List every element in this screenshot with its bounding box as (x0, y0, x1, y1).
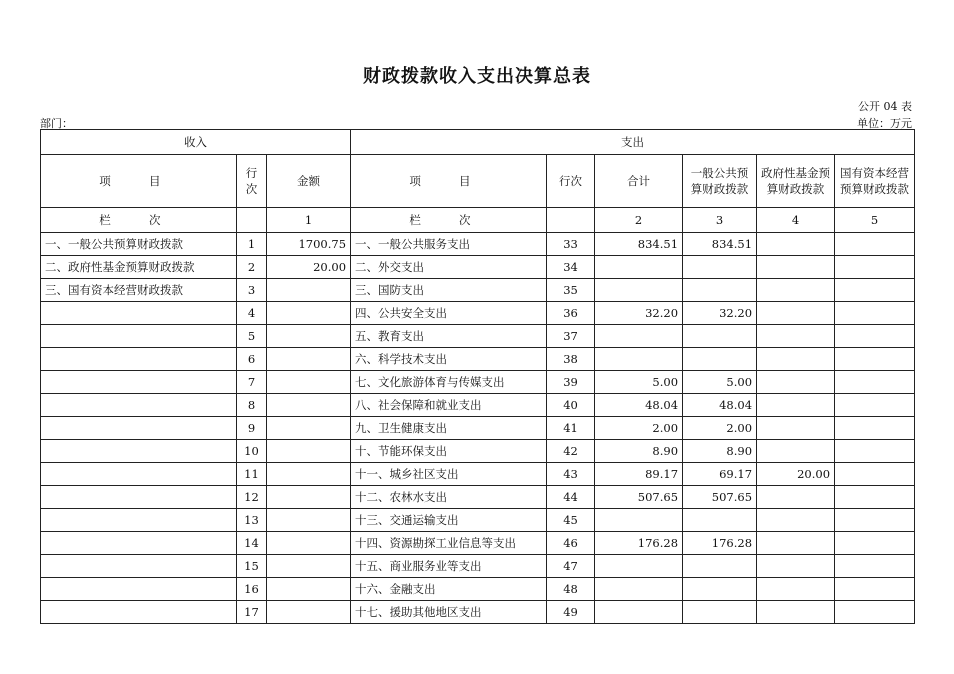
state-capital-cell (835, 578, 915, 601)
state-capital-cell (835, 532, 915, 555)
general-budget-cell (683, 601, 757, 624)
income-row-no-cell: 7 (237, 371, 267, 394)
state-capital-cell (835, 509, 915, 532)
income-item-cell (41, 302, 237, 325)
income-amount-cell (267, 578, 351, 601)
form-number: 公开 04 表 (858, 100, 912, 113)
expense-item-cell: 三、国防支出 (351, 279, 547, 302)
total-cell: 507.65 (595, 486, 683, 509)
income-row-no-cell: 17 (237, 601, 267, 624)
fund-budget-cell (757, 325, 835, 348)
income-item-cell (41, 555, 237, 578)
income-row-no-cell: 5 (237, 325, 267, 348)
expense-row-no-cell: 35 (547, 279, 595, 302)
income-item-cell (41, 348, 237, 371)
table-row (41, 394, 915, 417)
fund-budget-cell (757, 486, 835, 509)
total-cell: 834.51 (595, 233, 683, 256)
income-item-cell (41, 532, 237, 555)
expense-item-cell: 十、节能环保支出 (351, 440, 547, 463)
state-capital-cell (835, 233, 915, 256)
income-item-cell: 二、政府性基金预算财政拨款 (41, 256, 237, 279)
col-number-1: 1 (267, 208, 351, 233)
state-capital-cell (835, 555, 915, 578)
general-budget-header: 一般公共预算财政拨款 (683, 155, 757, 208)
state-capital-header: 国有资本经营预算财政拨款 (835, 155, 915, 208)
state-capital-cell (835, 440, 915, 463)
expense-row-no-cell: 45 (547, 509, 595, 532)
income-amount-cell (267, 440, 351, 463)
income-amount-cell (267, 371, 351, 394)
expense-item-cell: 七、文化旅游体育与传媒支出 (351, 371, 547, 394)
income-row-no-cell: 13 (237, 509, 267, 532)
expense-row-no-cell: 38 (547, 348, 595, 371)
income-amount-cell (267, 348, 351, 371)
fund-budget-cell (757, 256, 835, 279)
expense-row-no-cell: 34 (547, 256, 595, 279)
income-item-cell: 三、国有资本经营财政拨款 (41, 279, 237, 302)
income-amount-cell (267, 325, 351, 348)
income-header: 收入 (41, 130, 351, 155)
income-row-no-cell: 9 (237, 417, 267, 440)
expense-header: 支出 (351, 130, 915, 155)
income-row-no-cell: 1 (237, 233, 267, 256)
table-row (41, 486, 915, 509)
general-budget-cell: 176.28 (683, 532, 757, 555)
fund-budget-cell (757, 578, 835, 601)
income-row-no-cell: 11 (237, 463, 267, 486)
income-amount-header: 金额 (267, 155, 351, 208)
total-cell (595, 256, 683, 279)
expense-item-cell: 八、社会保障和就业支出 (351, 394, 547, 417)
table-row (41, 233, 915, 256)
income-item-cell (41, 394, 237, 417)
table-row (41, 371, 915, 394)
col-number-4: 4 (757, 208, 835, 233)
header-row-column-numbers (41, 208, 915, 233)
table-row (41, 601, 915, 624)
table-row (41, 325, 915, 348)
income-column-no-blank (237, 208, 267, 233)
income-item-cell (41, 509, 237, 532)
expense-column-label: 栏 次 (351, 208, 547, 233)
total-cell (595, 348, 683, 371)
income-item-cell (41, 325, 237, 348)
expense-row-no-header: 行次 (547, 155, 595, 208)
total-cell: 32.20 (595, 302, 683, 325)
income-row-no-cell: 6 (237, 348, 267, 371)
fund-budget-cell (757, 417, 835, 440)
general-budget-cell (683, 348, 757, 371)
table-row (41, 256, 915, 279)
total-cell (595, 578, 683, 601)
unit-label: 单位：万元 (857, 117, 912, 130)
expense-item-cell: 十一、城乡社区支出 (351, 463, 547, 486)
expense-item-cell: 十六、金融支出 (351, 578, 547, 601)
income-amount-cell (267, 302, 351, 325)
state-capital-cell (835, 417, 915, 440)
general-budget-cell: 8.90 (683, 440, 757, 463)
fund-budget-cell (757, 348, 835, 371)
total-cell: 48.04 (595, 394, 683, 417)
general-budget-cell: 69.17 (683, 463, 757, 486)
general-budget-cell: 2.00 (683, 417, 757, 440)
general-budget-cell (683, 509, 757, 532)
income-amount-cell (267, 509, 351, 532)
state-capital-cell (835, 601, 915, 624)
income-amount-cell (267, 601, 351, 624)
income-amount-cell (267, 279, 351, 302)
expense-row-no-cell: 37 (547, 325, 595, 348)
expense-item-cell: 二、外交支出 (351, 256, 547, 279)
income-row-no-cell: 10 (237, 440, 267, 463)
expense-row-no-cell: 48 (547, 578, 595, 601)
total-cell: 8.90 (595, 440, 683, 463)
table-row (41, 440, 915, 463)
expense-item-cell: 六、科学技术支出 (351, 348, 547, 371)
income-row-no-header: 行 次 (237, 155, 267, 208)
expense-item-cell: 四、公共安全支出 (351, 302, 547, 325)
general-budget-cell (683, 578, 757, 601)
table-row (41, 532, 915, 555)
general-budget-cell: 834.51 (683, 233, 757, 256)
income-amount-cell (267, 532, 351, 555)
table-row (41, 348, 915, 371)
total-header: 合计 (595, 155, 683, 208)
expense-row-no-cell: 41 (547, 417, 595, 440)
general-budget-cell: 507.65 (683, 486, 757, 509)
table-row (41, 555, 915, 578)
expense-row-no-cell: 47 (547, 555, 595, 578)
income-item-cell (41, 371, 237, 394)
expense-item-cell: 九、卫生健康支出 (351, 417, 547, 440)
expense-column-no-blank (547, 208, 595, 233)
fund-budget-cell: 20.00 (757, 463, 835, 486)
fund-budget-cell (757, 555, 835, 578)
general-budget-cell: 32.20 (683, 302, 757, 325)
expense-item-cell: 十二、农林水支出 (351, 486, 547, 509)
state-capital-cell (835, 302, 915, 325)
income-column-label: 栏 次 (41, 208, 237, 233)
header-row-sections (41, 130, 915, 155)
total-cell (595, 279, 683, 302)
income-item-cell (41, 601, 237, 624)
col-number-2: 2 (595, 208, 683, 233)
income-row-no-cell: 15 (237, 555, 267, 578)
income-amount-cell (267, 417, 351, 440)
table-row (41, 279, 915, 302)
income-item-cell (41, 440, 237, 463)
total-cell (595, 601, 683, 624)
expense-row-no-cell: 44 (547, 486, 595, 509)
income-row-no-cell: 3 (237, 279, 267, 302)
income-row-no-cell: 2 (237, 256, 267, 279)
state-capital-cell (835, 256, 915, 279)
general-budget-cell: 48.04 (683, 394, 757, 417)
state-capital-cell (835, 463, 915, 486)
income-amount-cell (267, 486, 351, 509)
table-row (41, 578, 915, 601)
general-budget-cell (683, 325, 757, 348)
income-row-no-cell: 16 (237, 578, 267, 601)
expense-item-cell: 十四、资源勘探工业信息等支出 (351, 532, 547, 555)
expense-row-no-cell: 46 (547, 532, 595, 555)
fund-budget-cell (757, 440, 835, 463)
expense-row-no-cell: 49 (547, 601, 595, 624)
fund-budget-cell (757, 302, 835, 325)
expense-item-cell: 十七、援助其他地区支出 (351, 601, 547, 624)
total-cell: 89.17 (595, 463, 683, 486)
expense-item-cell: 十五、商业服务业等支出 (351, 555, 547, 578)
table-row (41, 463, 915, 486)
fund-budget-cell (757, 233, 835, 256)
total-cell (595, 509, 683, 532)
header-row-columns (41, 155, 915, 208)
income-row-no-cell: 14 (237, 532, 267, 555)
state-capital-cell (835, 348, 915, 371)
page-title: 财政拨款收入支出决算总表 (363, 66, 591, 87)
col-number-5: 5 (835, 208, 915, 233)
income-item-cell (41, 486, 237, 509)
expense-row-no-cell: 40 (547, 394, 595, 417)
expense-item-cell: 十三、交通运输支出 (351, 509, 547, 532)
total-cell: 176.28 (595, 532, 683, 555)
total-cell (595, 325, 683, 348)
income-amount-cell: 20.00 (267, 256, 351, 279)
col-number-3: 3 (683, 208, 757, 233)
income-amount-cell (267, 555, 351, 578)
total-cell (595, 555, 683, 578)
expense-row-no-cell: 43 (547, 463, 595, 486)
fund-budget-header: 政府性基金预算财政拨款 (757, 155, 835, 208)
fund-budget-cell (757, 394, 835, 417)
state-capital-cell (835, 279, 915, 302)
fund-budget-cell (757, 601, 835, 624)
income-item-cell (41, 417, 237, 440)
state-capital-cell (835, 325, 915, 348)
expense-item-cell: 五、教育支出 (351, 325, 547, 348)
general-budget-cell (683, 279, 757, 302)
fund-budget-cell (757, 279, 835, 302)
expense-row-no-cell: 42 (547, 440, 595, 463)
state-capital-cell (835, 371, 915, 394)
income-amount-cell (267, 463, 351, 486)
expense-row-no-cell: 33 (547, 233, 595, 256)
state-capital-cell (835, 394, 915, 417)
department-label: 部门： (40, 117, 73, 130)
income-item-cell (41, 463, 237, 486)
state-capital-cell (835, 486, 915, 509)
general-budget-cell: 5.00 (683, 371, 757, 394)
table-row (41, 509, 915, 532)
expense-item-cell: 一、一般公共服务支出 (351, 233, 547, 256)
table-row (41, 302, 915, 325)
expense-item-header: 项 目 (351, 155, 547, 208)
general-budget-cell (683, 256, 757, 279)
income-row-no-cell: 4 (237, 302, 267, 325)
income-row-no-cell: 12 (237, 486, 267, 509)
income-amount-cell (267, 394, 351, 417)
income-row-no-cell: 8 (237, 394, 267, 417)
income-item-cell: 一、一般公共预算财政拨款 (41, 233, 237, 256)
budget-summary-table (40, 129, 915, 624)
income-amount-cell: 1700.75 (267, 233, 351, 256)
income-item-cell (41, 578, 237, 601)
general-budget-cell (683, 555, 757, 578)
table-row (41, 417, 915, 440)
total-cell: 5.00 (595, 371, 683, 394)
expense-row-no-cell: 39 (547, 371, 595, 394)
fund-budget-cell (757, 371, 835, 394)
total-cell: 2.00 (595, 417, 683, 440)
fund-budget-cell (757, 509, 835, 532)
fund-budget-cell (757, 532, 835, 555)
expense-row-no-cell: 36 (547, 302, 595, 325)
income-item-header: 项 目 (41, 155, 237, 208)
